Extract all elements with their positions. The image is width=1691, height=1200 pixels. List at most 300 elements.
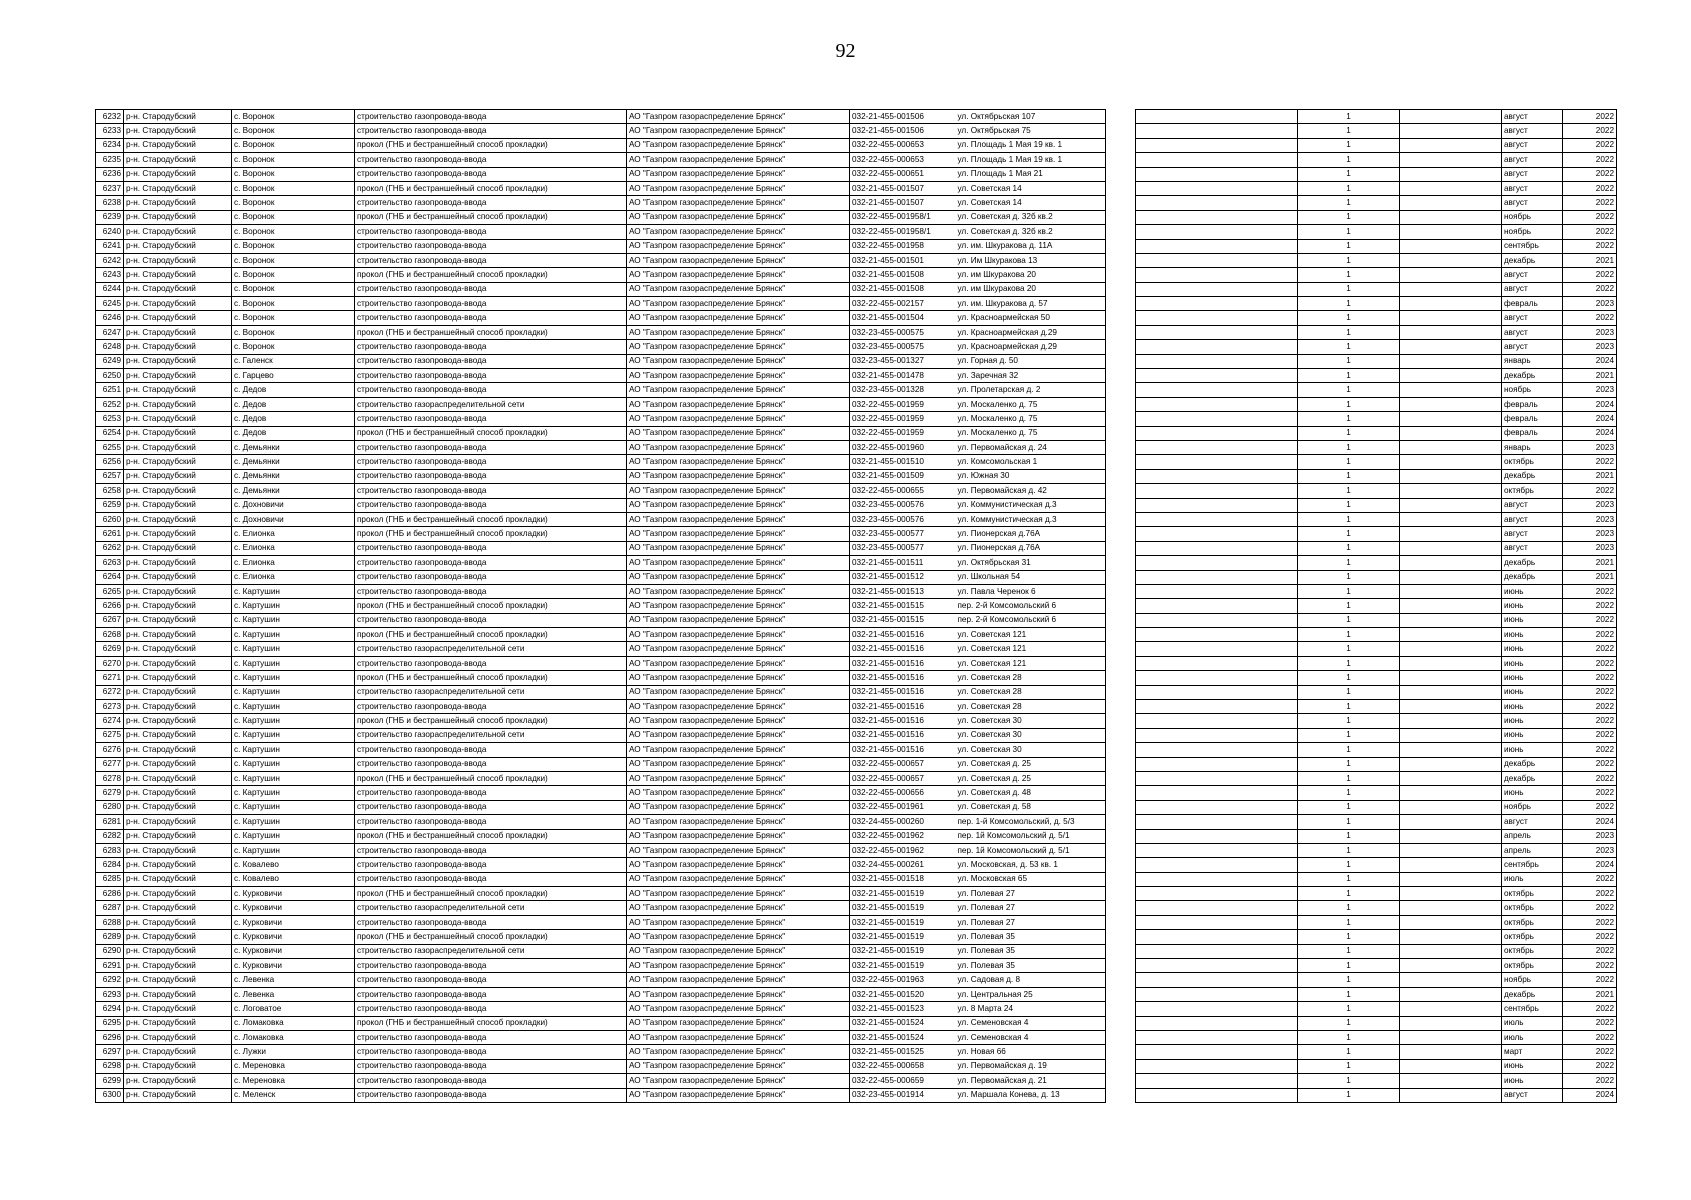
object-code-cell: 032-22-455-000657 (850, 771, 956, 785)
blank-cell (1136, 268, 1298, 282)
address-cell: ул. Пионерская д.76А (956, 527, 1106, 541)
object-code-cell: 032-21-455-001516 (850, 743, 956, 757)
row-number-cell: 6288 (96, 915, 124, 929)
table-row (96, 325, 1106, 339)
table-row (96, 1074, 1106, 1088)
organization-cell: АО "Газпром газораспределение Брянск" (627, 901, 850, 915)
work-type-cell: строительство газопровода-ввода (355, 786, 627, 800)
table-row (96, 757, 1106, 771)
settlement-cell: с. Картушин (232, 843, 355, 857)
work-type-cell: прокол (ГНБ и бестраншейный способ прокладки) (355, 829, 627, 843)
work-type-cell: строительство газопровода-ввода (355, 1031, 627, 1045)
month-cell: август (1502, 268, 1563, 282)
month-cell: декабрь (1502, 987, 1563, 1001)
settlement-cell: с. Ковалево (232, 858, 355, 872)
settlement-cell: с. Картушин (232, 671, 355, 685)
table-row (1136, 743, 1617, 757)
table-row (1136, 484, 1617, 498)
district-cell: р-н. Стародубский (124, 196, 232, 210)
organization-cell: АО "Газпром газораспределение Брянск" (627, 656, 850, 670)
address-cell: ул. Маршала Конева, д. 13 (956, 1088, 1106, 1102)
quantity-cell: 1 (1298, 1045, 1400, 1059)
organization-cell: АО "Газпром газораспределение Брянск" (627, 110, 850, 124)
work-type-cell: строительство газопровода-ввода (355, 167, 627, 181)
organization-cell: АО "Газпром газораспределение Брянск" (627, 297, 850, 311)
organization-cell: АО "Газпром газораспределение Брянск" (627, 728, 850, 742)
settlement-cell: с. Воронок (232, 167, 355, 181)
object-code-cell: 032-21-455-001524 (850, 1016, 956, 1030)
row-number-cell: 6265 (96, 584, 124, 598)
object-code-cell: 032-21-455-001520 (850, 987, 956, 1001)
blank-cell (1400, 498, 1502, 512)
quantity-cell: 1 (1298, 930, 1400, 944)
address-cell: ул. Советская 28 (956, 700, 1106, 714)
table-row (1136, 138, 1617, 152)
table-row (96, 959, 1106, 973)
address-cell: пер. 1-й Комсомольский, д. 5/3 (956, 815, 1106, 829)
row-number-cell: 6251 (96, 383, 124, 397)
district-cell: р-н. Стародубский (124, 872, 232, 886)
table-row (96, 628, 1106, 642)
row-number-cell: 6244 (96, 282, 124, 296)
quantity-cell: 1 (1298, 426, 1400, 440)
work-type-cell: строительство газопровода-ввода (355, 124, 627, 138)
work-type-cell: строительство газопровода-ввода (355, 484, 627, 498)
row-number-cell: 6275 (96, 728, 124, 742)
district-cell: р-н. Стародубский (124, 613, 232, 627)
blank-cell (1136, 743, 1298, 757)
blank-cell (1400, 297, 1502, 311)
blank-cell (1400, 556, 1502, 570)
blank-cell (1136, 527, 1298, 541)
address-cell: ул. Полевая 35 (956, 959, 1106, 973)
quantity-cell: 1 (1298, 915, 1400, 929)
organization-cell: АО "Газпром газораспределение Брянск" (627, 1016, 850, 1030)
year-cell: 2022 (1563, 110, 1617, 124)
blank-cell (1400, 469, 1502, 483)
blank-cell (1136, 858, 1298, 872)
quantity-cell: 1 (1298, 484, 1400, 498)
table-row (96, 829, 1106, 843)
blank-cell (1136, 570, 1298, 584)
blank-cell (1400, 584, 1502, 598)
blank-cell (1400, 901, 1502, 915)
blank-cell (1400, 1002, 1502, 1016)
organization-cell: АО "Газпром газораспределение Брянск" (627, 484, 850, 498)
blank-cell (1136, 455, 1298, 469)
month-cell: октябрь (1502, 484, 1563, 498)
blank-cell (1400, 1016, 1502, 1030)
address-cell: ул. Советская 30 (956, 728, 1106, 742)
blank-cell (1136, 225, 1298, 239)
table-row (96, 642, 1106, 656)
year-cell: 2023 (1563, 527, 1617, 541)
left-table (95, 109, 1106, 1103)
district-cell: р-н. Стародубский (124, 440, 232, 454)
row-number-cell: 6287 (96, 901, 124, 915)
work-type-cell: прокол (ГНБ и бестраншейный способ прокладки) (355, 268, 627, 282)
district-cell: р-н. Стародубский (124, 311, 232, 325)
row-number-cell: 6262 (96, 541, 124, 555)
blank-cell (1400, 915, 1502, 929)
year-cell: 2022 (1563, 225, 1617, 239)
organization-cell: АО "Газпром газораспределение Брянск" (627, 167, 850, 181)
table-row (96, 901, 1106, 915)
address-cell: ул. Полевая 35 (956, 930, 1106, 944)
year-cell: 2021 (1563, 253, 1617, 267)
quantity-cell: 1 (1298, 527, 1400, 541)
blank-cell (1136, 930, 1298, 944)
blank-cell (1136, 167, 1298, 181)
year-cell: 2023 (1563, 541, 1617, 555)
row-number-cell: 6263 (96, 556, 124, 570)
object-code-cell: 032-21-455-001507 (850, 181, 956, 195)
work-type-cell: строительство газопровода-ввода (355, 498, 627, 512)
work-type-cell: строительство газопровода-ввода (355, 297, 627, 311)
object-code-cell: 032-21-455-001525 (850, 1045, 956, 1059)
table-row (1136, 901, 1617, 915)
work-type-cell: строительство газопровода-ввода (355, 1045, 627, 1059)
table-row (1136, 325, 1617, 339)
blank-cell (1400, 369, 1502, 383)
year-cell: 2024 (1563, 815, 1617, 829)
table-row (96, 469, 1106, 483)
table-row (96, 1016, 1106, 1030)
table-row (1136, 397, 1617, 411)
quantity-cell: 1 (1298, 124, 1400, 138)
table-row (96, 282, 1106, 296)
year-cell: 2021 (1563, 369, 1617, 383)
district-cell: р-н. Стародубский (124, 714, 232, 728)
object-code-cell: 032-24-455-000260 (850, 815, 956, 829)
address-cell: ул. Семеновская 4 (956, 1031, 1106, 1045)
district-cell: р-н. Стародубский (124, 210, 232, 224)
table-row (1136, 455, 1617, 469)
year-cell: 2022 (1563, 628, 1617, 642)
table-row (96, 815, 1106, 829)
object-code-cell: 032-21-455-001512 (850, 570, 956, 584)
row-number-cell: 6250 (96, 369, 124, 383)
row-number-cell: 6241 (96, 239, 124, 253)
table-row (96, 570, 1106, 584)
object-code-cell: 032-22-455-001958/1 (850, 210, 956, 224)
object-code-cell: 032-21-455-001516 (850, 628, 956, 642)
district-cell: р-н. Стародубский (124, 656, 232, 670)
year-cell: 2024 (1563, 354, 1617, 368)
year-cell: 2023 (1563, 498, 1617, 512)
district-cell: р-н. Стародубский (124, 671, 232, 685)
organization-cell: АО "Газпром газораспределение Брянск" (627, 210, 850, 224)
blank-cell (1136, 153, 1298, 167)
settlement-cell: с. Воронок (232, 210, 355, 224)
blank-cell (1136, 297, 1298, 311)
object-code-cell: 032-21-455-001501 (850, 253, 956, 267)
organization-cell: АО "Газпром газораспределение Брянск" (627, 1059, 850, 1073)
work-type-cell: строительство газопровода-ввода (355, 369, 627, 383)
blank-cell (1136, 872, 1298, 886)
address-cell: ул. Пионерская д.76А (956, 541, 1106, 555)
address-cell: ул. Красноармейская д.29 (956, 325, 1106, 339)
district-cell: р-н. Стародубский (124, 383, 232, 397)
organization-cell: АО "Газпром газораспределение Брянск" (627, 800, 850, 814)
object-code-cell: 032-21-455-001516 (850, 671, 956, 685)
settlement-cell: с. Картушин (232, 786, 355, 800)
quantity-cell: 1 (1298, 700, 1400, 714)
table-row (1136, 196, 1617, 210)
address-cell: ул. Полевая 27 (956, 901, 1106, 915)
table-row (1136, 584, 1617, 598)
object-code-cell: 032-21-455-001506 (850, 124, 956, 138)
object-code-cell: 032-21-455-001516 (850, 642, 956, 656)
year-cell: 2022 (1563, 599, 1617, 613)
blank-cell (1400, 1074, 1502, 1088)
table-row (1136, 527, 1617, 541)
settlement-cell: с. Курковичи (232, 901, 355, 915)
address-cell: ул. Площадь 1 Мая 19 кв. 1 (956, 153, 1106, 167)
organization-cell: АО "Газпром газораспределение Брянск" (627, 311, 850, 325)
object-code-cell: 032-21-455-001519 (850, 959, 956, 973)
table-row (1136, 469, 1617, 483)
year-cell: 2022 (1563, 196, 1617, 210)
year-cell: 2023 (1563, 512, 1617, 526)
table-row (96, 728, 1106, 742)
table-row (96, 613, 1106, 627)
object-code-cell: 032-21-455-001516 (850, 728, 956, 742)
work-type-cell: строительство газопровода-ввода (355, 584, 627, 598)
work-type-cell: строительство газораспределительной сети (355, 728, 627, 742)
blank-cell (1400, 484, 1502, 498)
address-cell: ул. Новая 66 (956, 1045, 1106, 1059)
organization-cell: АО "Газпром газораспределение Брянск" (627, 685, 850, 699)
row-number-cell: 6282 (96, 829, 124, 843)
quantity-cell: 1 (1298, 541, 1400, 555)
month-cell: сентябрь (1502, 858, 1563, 872)
month-cell: август (1502, 527, 1563, 541)
year-cell: 2024 (1563, 426, 1617, 440)
settlement-cell: с. Воронок (232, 124, 355, 138)
work-type-cell: прокол (ГНБ и бестраншейный способ прокладки) (355, 599, 627, 613)
blank-cell (1400, 268, 1502, 282)
blank-cell (1136, 728, 1298, 742)
address-cell: ул. Полевая 27 (956, 915, 1106, 929)
blank-cell (1400, 714, 1502, 728)
work-type-cell: строительство газопровода-ввода (355, 383, 627, 397)
blank-cell (1136, 1059, 1298, 1073)
month-cell: октябрь (1502, 930, 1563, 944)
object-code-cell: 032-23-455-000577 (850, 541, 956, 555)
object-code-cell: 032-23-455-000575 (850, 325, 956, 339)
row-number-cell: 6269 (96, 642, 124, 656)
table-row (1136, 757, 1617, 771)
blank-cell (1400, 930, 1502, 944)
table-row (1136, 613, 1617, 627)
district-cell: р-н. Стародубский (124, 484, 232, 498)
quantity-cell: 1 (1298, 1002, 1400, 1016)
settlement-cell: с. Дохновичи (232, 498, 355, 512)
year-cell: 2022 (1563, 153, 1617, 167)
object-code-cell: 032-21-455-001508 (850, 282, 956, 296)
blank-cell (1400, 239, 1502, 253)
table-row (96, 397, 1106, 411)
row-number-cell: 6289 (96, 930, 124, 944)
organization-cell: АО "Газпром газораспределение Брянск" (627, 714, 850, 728)
organization-cell: АО "Газпром газораспределение Брянск" (627, 613, 850, 627)
district-cell: р-н. Стародубский (124, 757, 232, 771)
blank-cell (1136, 1088, 1298, 1102)
year-cell: 2021 (1563, 987, 1617, 1001)
blank-cell (1136, 311, 1298, 325)
organization-cell: АО "Газпром газораспределение Брянск" (627, 887, 850, 901)
row-number-cell: 6297 (96, 1045, 124, 1059)
quantity-cell: 1 (1298, 656, 1400, 670)
table-row (1136, 872, 1617, 886)
blank-cell (1400, 181, 1502, 195)
year-cell: 2022 (1563, 714, 1617, 728)
blank-cell (1400, 613, 1502, 627)
district-cell: р-н. Стародубский (124, 110, 232, 124)
district-cell: р-н. Стародубский (124, 556, 232, 570)
blank-cell (1136, 541, 1298, 555)
blank-cell (1136, 1045, 1298, 1059)
quantity-cell: 1 (1298, 181, 1400, 195)
organization-cell: АО "Газпром газораспределение Брянск" (627, 124, 850, 138)
work-type-cell: строительство газопровода-ввода (355, 1074, 627, 1088)
year-cell: 2022 (1563, 887, 1617, 901)
year-cell: 2022 (1563, 901, 1617, 915)
month-cell: октябрь (1502, 455, 1563, 469)
row-number-cell: 6273 (96, 700, 124, 714)
address-cell: ул. Павла Черенок 6 (956, 584, 1106, 598)
quantity-cell: 1 (1298, 987, 1400, 1001)
table-row (96, 239, 1106, 253)
blank-cell (1400, 426, 1502, 440)
settlement-cell: с. Картушин (232, 728, 355, 742)
blank-cell (1136, 354, 1298, 368)
settlement-cell: с. Воронок (232, 239, 355, 253)
table-row (96, 297, 1106, 311)
table-row (1136, 1002, 1617, 1016)
settlement-cell: с. Воронок (232, 325, 355, 339)
district-cell: р-н. Стародубский (124, 297, 232, 311)
table-row (96, 599, 1106, 613)
address-cell: ул. 8 Марта 24 (956, 1002, 1106, 1016)
row-number-cell: 6300 (96, 1088, 124, 1102)
settlement-cell: с. Дедов (232, 383, 355, 397)
work-type-cell: строительство газопровода-ввода (355, 253, 627, 267)
table-row (1136, 426, 1617, 440)
month-cell: август (1502, 325, 1563, 339)
organization-cell: АО "Газпром газораспределение Брянск" (627, 872, 850, 886)
month-cell: декабрь (1502, 570, 1563, 584)
address-cell: ул. Советская д. 25 (956, 757, 1106, 771)
blank-cell (1136, 1002, 1298, 1016)
organization-cell: АО "Газпром газораспределение Брянск" (627, 455, 850, 469)
month-cell: ноябрь (1502, 210, 1563, 224)
address-cell: ул. Заречная 32 (956, 369, 1106, 383)
row-number-cell: 6276 (96, 743, 124, 757)
settlement-cell: с. Гарцево (232, 369, 355, 383)
address-cell: ул. Коммунистическая д.3 (956, 498, 1106, 512)
blank-cell (1400, 843, 1502, 857)
blank-cell (1136, 369, 1298, 383)
month-cell: июнь (1502, 700, 1563, 714)
blank-cell (1400, 872, 1502, 886)
table-row (1136, 124, 1617, 138)
row-number-cell: 6246 (96, 311, 124, 325)
row-number-cell: 6283 (96, 843, 124, 857)
quantity-cell: 1 (1298, 1059, 1400, 1073)
table-row (1136, 671, 1617, 685)
row-number-cell: 6258 (96, 484, 124, 498)
district-cell: р-н. Стародубский (124, 325, 232, 339)
month-cell: июнь (1502, 786, 1563, 800)
table-row (1136, 268, 1617, 282)
month-cell: август (1502, 512, 1563, 526)
table-row (96, 714, 1106, 728)
settlement-cell: с. Ковалево (232, 872, 355, 886)
blank-cell (1136, 469, 1298, 483)
work-type-cell: строительство газопровода-ввода (355, 110, 627, 124)
organization-cell: АО "Газпром газораспределение Брянск" (627, 541, 850, 555)
quantity-cell: 1 (1298, 613, 1400, 627)
year-cell: 2022 (1563, 642, 1617, 656)
settlement-cell: с. Мереновка (232, 1074, 355, 1088)
table-row (1136, 642, 1617, 656)
work-type-cell: строительство газопровода-ввода (355, 843, 627, 857)
settlement-cell: с. Картушин (232, 815, 355, 829)
year-cell: 2022 (1563, 138, 1617, 152)
work-type-cell: прокол (ГНБ и бестраншейный способ прокладки) (355, 671, 627, 685)
month-cell: август (1502, 110, 1563, 124)
work-type-cell: строительство газопровода-ввода (355, 987, 627, 1001)
table-row (1136, 843, 1617, 857)
district-cell: р-н. Стародубский (124, 829, 232, 843)
work-type-cell: строительство газораспределительной сети (355, 944, 627, 958)
table-row (96, 1088, 1106, 1102)
work-type-cell: прокол (ГНБ и бестраншейный способ прокладки) (355, 1016, 627, 1030)
row-number-cell: 6245 (96, 297, 124, 311)
year-cell: 2022 (1563, 743, 1617, 757)
object-code-cell: 032-22-455-000659 (850, 1074, 956, 1088)
table-row (96, 412, 1106, 426)
quantity-cell: 1 (1298, 196, 1400, 210)
address-cell: ул. Площадь 1 Мая 19 кв. 1 (956, 138, 1106, 152)
quantity-cell: 1 (1298, 642, 1400, 656)
work-type-cell: прокол (ГНБ и бестраншейный способ прокладки) (355, 181, 627, 195)
quantity-cell: 1 (1298, 556, 1400, 570)
work-type-cell: строительство газопровода-ввода (355, 872, 627, 886)
year-cell: 2022 (1563, 944, 1617, 958)
blank-cell (1400, 728, 1502, 742)
row-number-cell: 6270 (96, 656, 124, 670)
object-code-cell: 032-23-455-000576 (850, 512, 956, 526)
work-type-cell: строительство газопровода-ввода (355, 570, 627, 584)
year-cell: 2022 (1563, 685, 1617, 699)
table-row (96, 987, 1106, 1001)
blank-cell (1400, 599, 1502, 613)
blank-cell (1400, 700, 1502, 714)
work-type-cell: строительство газопровода-ввода (355, 282, 627, 296)
settlement-cell: с. Дедов (232, 397, 355, 411)
year-cell: 2021 (1563, 570, 1617, 584)
table-row (96, 771, 1106, 785)
settlement-cell: с. Курковичи (232, 930, 355, 944)
month-cell: октябрь (1502, 887, 1563, 901)
row-number-cell: 6242 (96, 253, 124, 267)
blank-cell (1400, 138, 1502, 152)
organization-cell: АО "Газпром газораспределение Брянск" (627, 440, 850, 454)
month-cell: март (1502, 1045, 1563, 1059)
